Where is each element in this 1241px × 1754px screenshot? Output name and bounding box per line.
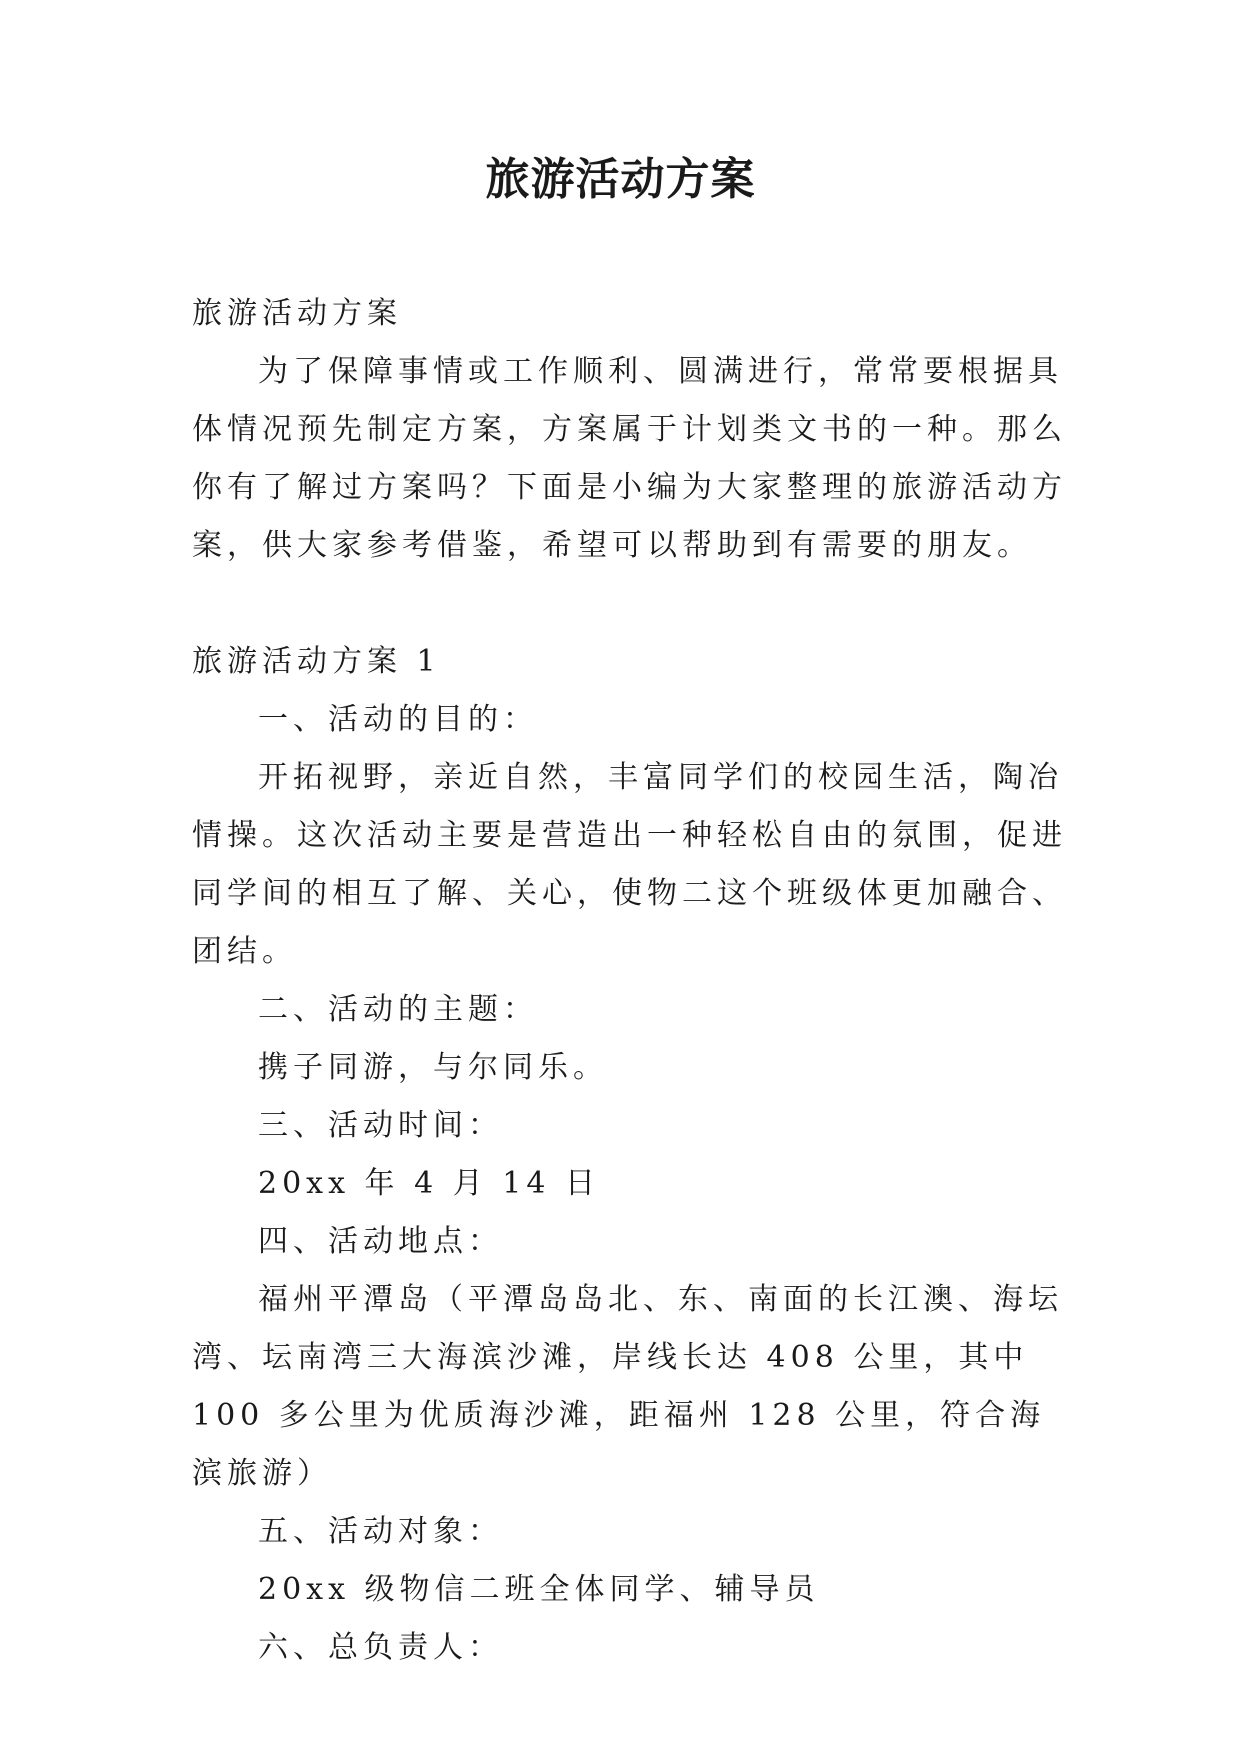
paragraph-spacer	[192, 575, 1072, 633]
document-body	[192, 285, 1072, 1677]
section-title: 旅游活动方案 1	[192, 644, 441, 679]
paragraph-location: 福州平潭岛（平潭岛岛北、东、南面的长江澳、海坛湾、坛南湾三大海滨沙滩，岸线长达 408 公里，其中 100 多公里为优质海沙滩，距福州 128 公里，符合海滨旅游）	[192, 1282, 1063, 1491]
paragraph-theme: 携子同游，与尔同乐。	[258, 1050, 608, 1085]
heading-location: 四、活动地点：	[258, 1224, 503, 1259]
paragraph-time: 20xx 年 4 月 14 日	[258, 1166, 600, 1201]
heading-audience: 五、活动对象：	[258, 1514, 503, 1549]
document-title: 旅游活动方案	[485, 154, 756, 205]
paragraph-audience: 20xx 级物信二班全体同学、辅导员	[258, 1572, 820, 1607]
subtitle: 旅游活动方案	[192, 296, 402, 331]
intro-paragraph: 为了保障事情或工作顺利、圆满进行，常常要根据具体情况预先制定方案，方案属于计划类文书的一种。那么你有了解过方案吗？下面是小编为大家整理的旅游活动方案，供大家参考借鉴，希望可以帮助到有需要的朋友。	[192, 354, 1067, 563]
paragraph-purpose: 开拓视野，亲近自然，丰富同学们的校园生活，陶冶情操。这次活动主要是营造出一种轻松自由的氛围，促进同学间的相互了解、关心，使物二这个班级体更加融合、团结。	[192, 760, 1067, 969]
heading-purpose: 一、活动的目的：	[258, 702, 538, 737]
heading-responsible: 六、总负责人：	[258, 1630, 503, 1665]
heading-theme: 二、活动的主题：	[258, 992, 538, 1027]
heading-time: 三、活动时间：	[258, 1108, 503, 1143]
